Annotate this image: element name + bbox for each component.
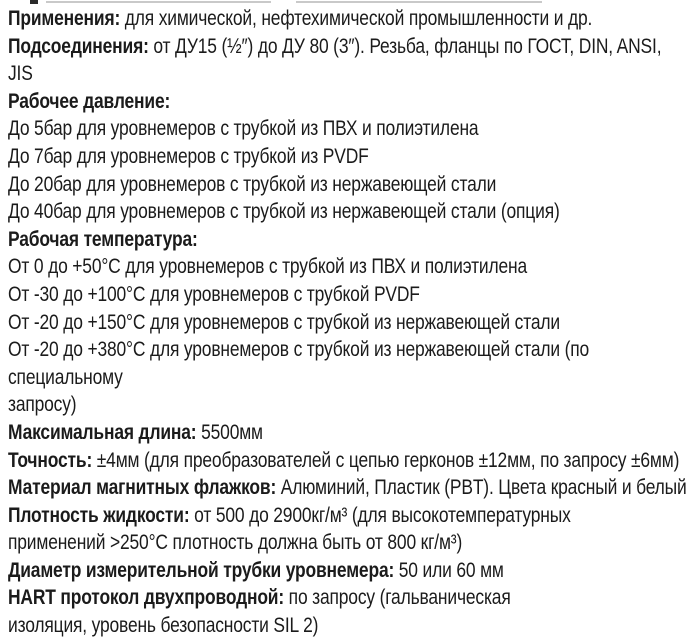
spec-line <box>8 502 690 530</box>
spec-text: по запросу (гальваническая <box>284 586 511 610</box>
spec-text: До 40бар для уровнемеров с трубкой из нержавеющей стали (опция) <box>8 200 560 224</box>
spec-text: от ДУ15 (½″) до ДУ 80 (3″). Резьба, фланцы по ГОСТ, DIN, ANSI, JIS <box>8 34 667 86</box>
spec-label: Подсоединения: <box>8 34 149 58</box>
spec-line <box>8 391 690 419</box>
spec-text: От -30 до +100°C для уровнемеров с трубкой PVDF <box>8 282 420 306</box>
spec-line <box>8 612 690 640</box>
spec-text: для химической, нефтехимической промышленности и др. <box>120 7 593 30</box>
spec-text-block <box>8 5 690 640</box>
spec-line <box>8 115 690 143</box>
spec-text: ±4мм (для преобразователей с цепью герконов ±12мм, по запросу ±6мм) <box>92 448 680 472</box>
spec-label: Точность: <box>8 448 93 472</box>
spec-label: Диаметр измерительной трубки уровнемера: <box>8 558 395 582</box>
spec-line <box>8 226 690 254</box>
spec-text: От -20 до +380°C для уровнемеров с трубкой из нержавеющей стали (по специальному <box>8 338 594 389</box>
spec-text: изоляция, уровень безопасности SIL 2) <box>8 614 319 638</box>
cropped-text-fragment <box>296 1 542 3</box>
spec-text: 5500мм <box>196 420 263 444</box>
spec-label: HART протокол двухпроводной: <box>8 586 285 610</box>
spec-label: Плотность жидкости: <box>8 503 190 527</box>
spec-text: применений >250°C плотность должна быть от 800 кг/м³) <box>8 531 463 555</box>
spec-text: Алюминий, Пластик (PBT). Цвета красный и белый <box>276 476 687 500</box>
spec-line <box>8 88 690 116</box>
spec-line <box>8 419 690 447</box>
spec-text: До 20бар для уровнемеров с трубкой из нержавеющей стали <box>8 172 497 196</box>
spec-label: Рабочая температура: <box>8 227 198 251</box>
spec-label: Максимальная длина: <box>8 420 197 444</box>
spec-label: Рабочее давление: <box>8 89 171 113</box>
spec-line <box>8 474 690 502</box>
spec-text: 50 или 60 мм <box>394 558 504 582</box>
spec-text: от 500 до 2900кг/м³ (для высокотемпературных <box>189 503 571 527</box>
spec-label: Применения: <box>8 7 121 30</box>
spec-line <box>8 447 690 475</box>
spec-line <box>8 557 690 585</box>
spec-line <box>8 281 690 309</box>
spec-line <box>8 5 690 33</box>
spec-line <box>8 253 690 281</box>
spec-text: До 5бар для уровнемеров с трубкой из ПВХ и полиэтилена <box>8 117 479 141</box>
spec-line <box>8 336 690 391</box>
spec-text: От -20 до +150°C для уровнемеров с трубкой из нержавеющей стали <box>8 310 560 334</box>
spec-text: запросу) <box>8 393 77 417</box>
cropped-text-fragment <box>46 1 271 3</box>
spec-line <box>8 171 690 199</box>
spec-line <box>8 143 690 171</box>
spec-line <box>8 198 690 226</box>
spec-text: До 7бар для уровнемеров с трубкой из PVDF <box>8 144 369 168</box>
spec-line <box>8 309 690 337</box>
spec-label: Материал магнитных флажков: <box>8 476 277 500</box>
cropped-glyph-fragment <box>30 0 38 4</box>
spec-line <box>8 33 690 88</box>
cropped-text-remnant <box>0 0 682 4</box>
spec-line <box>8 529 690 557</box>
spec-line <box>8 584 690 612</box>
spec-text: От 0 до +50°C для уровнемеров с трубкой из ПВХ и полиэтилена <box>8 255 528 279</box>
